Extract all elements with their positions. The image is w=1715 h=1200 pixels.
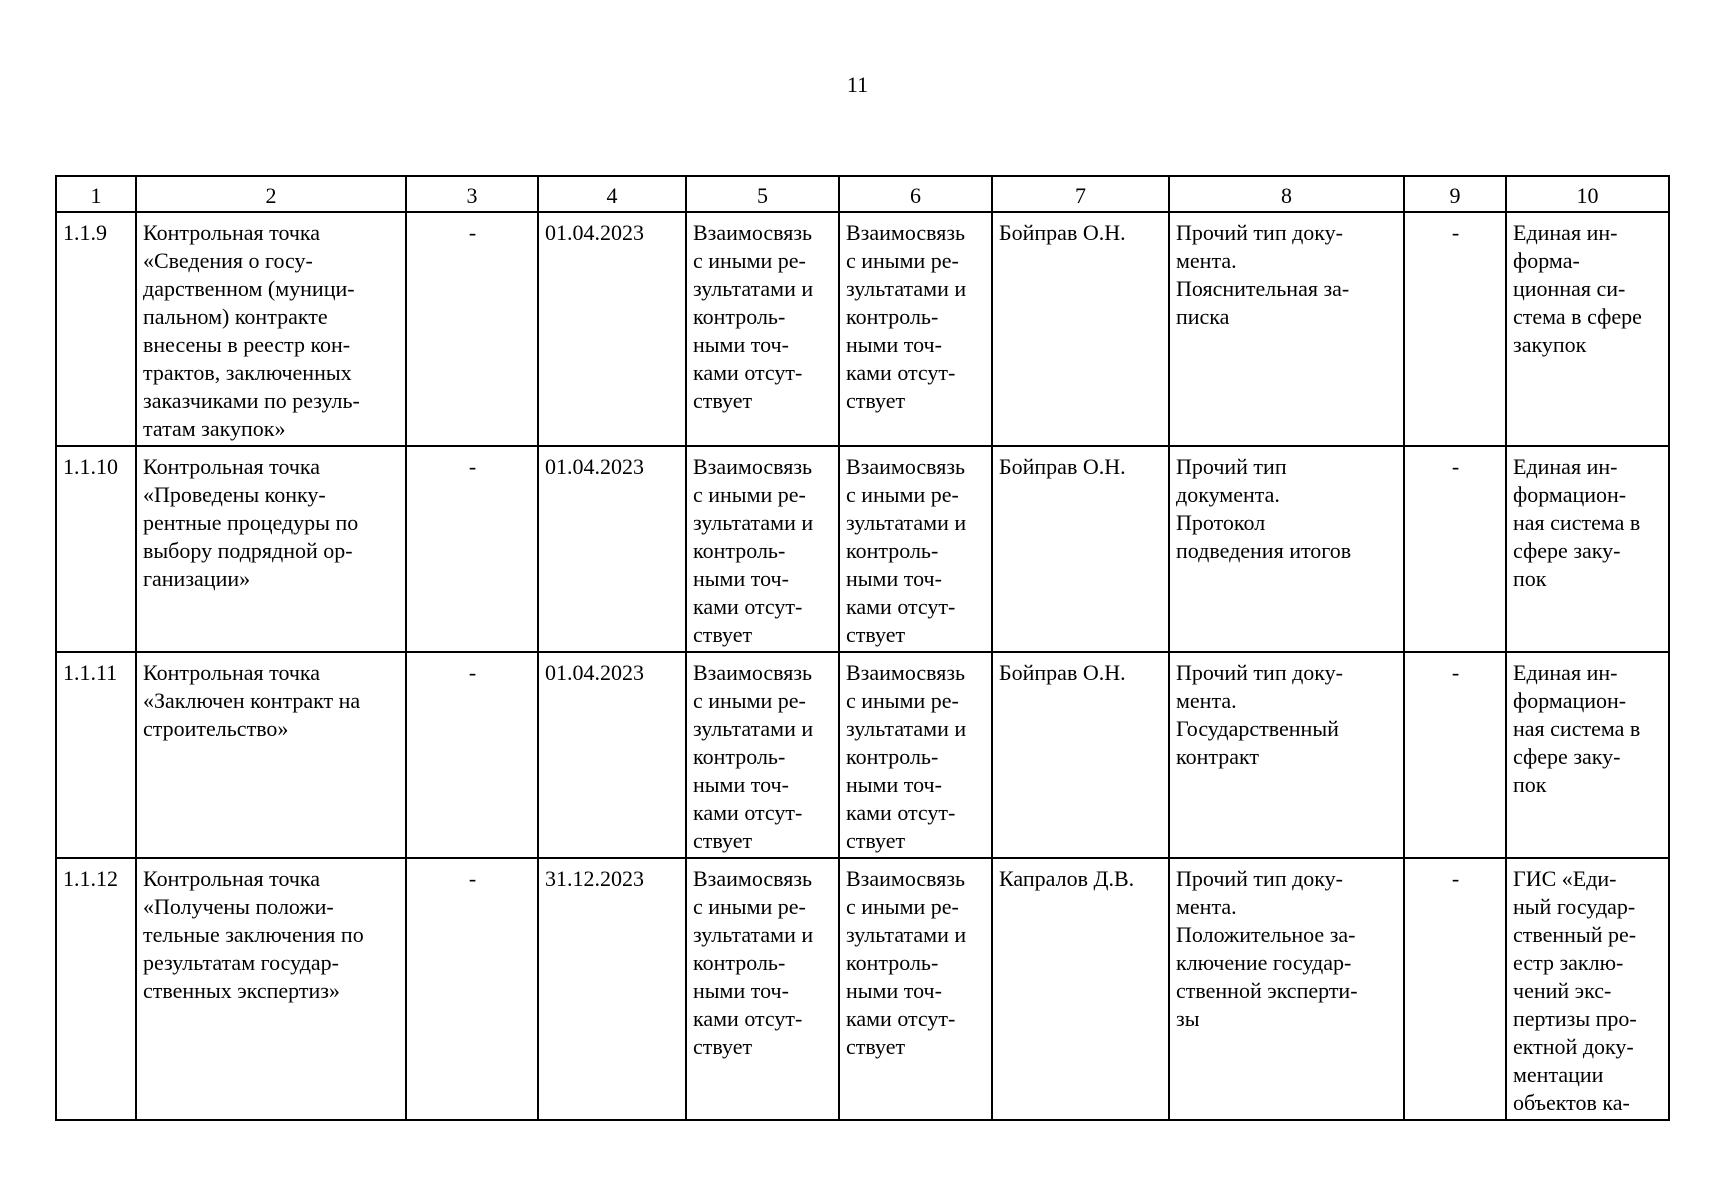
column-5-cell: Взаимосвязь с иными ре- зультатами и контроль- ными точ- ками отсут- ствует <box>686 212 839 446</box>
column-header-3: 3 <box>406 176 538 212</box>
date-cell: 01.04.2023 <box>538 212 686 446</box>
column-header-7: 7 <box>992 176 1169 212</box>
control-point-name-cell: Контрольная точка «Сведения о госу- дарственном (муници- пальном) контракте внесены в реестр кон- трактов, заключенных заказчиками по резуль- татам закупок» <box>136 212 406 446</box>
column-header-6: 6 <box>839 176 992 212</box>
control-point-name-cell: Контрольная точка «Проведены конку- рентные процедуры по выбору подрядной ор- ганизации» <box>136 446 406 652</box>
column-5-cell: Взаимосвязь с иными ре- зультатами и контроль- ными точ- ками отсут- ствует <box>686 446 839 652</box>
column-header-4: 4 <box>538 176 686 212</box>
column-6-cell: Взаимосвязь с иными ре- зультатами и контроль- ными точ- ками отсут- ствует <box>839 858 992 1120</box>
column-header-10: 10 <box>1506 176 1669 212</box>
column-header-2: 2 <box>136 176 406 212</box>
page-number: 11 <box>846 72 869 97</box>
column-3-cell: - <box>406 212 538 446</box>
document-type-cell: Прочий тип доку- мента. Пояснительная за- писка <box>1169 212 1404 446</box>
document-type-cell: Прочий тип доку- мента. Положительное за- ключение государ- ственной эксперти- зы <box>1169 858 1404 1120</box>
column-header-5: 5 <box>686 176 839 212</box>
table-row <box>56 858 1669 1120</box>
table-row <box>56 652 1669 858</box>
column-3-cell: - <box>406 446 538 652</box>
column-header-8: 8 <box>1169 176 1404 212</box>
column-5-cell: Взаимосвязь с иными ре- зультатами и контроль- ными точ- ками отсут- ствует <box>686 652 839 858</box>
column-5-cell: Взаимосвязь с иными ре- зультатами и контроль- ными точ- ками отсут- ствует <box>686 858 839 1120</box>
column-6-cell: Взаимосвязь с иными ре- зультатами и контроль- ными точ- ками отсут- ствует <box>839 212 992 446</box>
row-number-cell: 1.1.11 <box>56 652 136 858</box>
column-9-cell: - <box>1404 652 1506 858</box>
responsible-person-cell: Капралов Д.В. <box>992 858 1169 1120</box>
column-header-9: 9 <box>1404 176 1506 212</box>
responsible-person-cell: Бойправ О.Н. <box>992 652 1169 858</box>
document-type-cell: Прочий тип доку- мента. Государственный контракт <box>1169 652 1404 858</box>
header-row <box>56 176 1669 212</box>
responsible-person-cell: Бойправ О.Н. <box>992 212 1169 446</box>
control-point-name-cell: Контрольная точка «Получены положи- тельные заключения по результатам государ- ственных экспертиз» <box>136 858 406 1120</box>
information-system-cell: Единая ин- форма- ционная си- стема в сфере закупок <box>1506 212 1669 446</box>
information-system-cell: Единая ин- формацион- ная система в сфере заку- пок <box>1506 446 1669 652</box>
column-6-cell: Взаимосвязь с иными ре- зультатами и контроль- ными точ- ками отсут- ствует <box>839 652 992 858</box>
control-points-table <box>55 175 1670 1121</box>
row-number-cell: 1.1.9 <box>56 212 136 446</box>
information-system-cell: ГИС «Еди- ный государ- ственный ре- естр заклю- чений экс- пертизы про- ектной доку- ментации объектов ка- <box>1506 858 1669 1120</box>
row-number-cell: 1.1.10 <box>56 446 136 652</box>
responsible-person-cell: Бойправ О.Н. <box>992 446 1169 652</box>
document-type-cell: Прочий тип документа. Протокол подведения итогов <box>1169 446 1404 652</box>
column-3-cell: - <box>406 858 538 1120</box>
column-6-cell: Взаимосвязь с иными ре- зультатами и контроль- ными точ- ками отсут- ствует <box>839 446 992 652</box>
column-3-cell: - <box>406 652 538 858</box>
information-system-cell: Единая ин- формацион- ная система в сфере заку- пок <box>1506 652 1669 858</box>
column-header-1: 1 <box>56 176 136 212</box>
column-9-cell: - <box>1404 212 1506 446</box>
column-9-cell: - <box>1404 858 1506 1120</box>
control-point-name-cell: Контрольная точка «Заключен контракт на строительство» <box>136 652 406 858</box>
date-cell: 31.12.2023 <box>538 858 686 1120</box>
row-number-cell: 1.1.12 <box>56 858 136 1120</box>
table-row <box>56 446 1669 652</box>
table-row <box>56 212 1669 446</box>
date-cell: 01.04.2023 <box>538 446 686 652</box>
date-cell: 01.04.2023 <box>538 652 686 858</box>
column-9-cell: - <box>1404 446 1506 652</box>
